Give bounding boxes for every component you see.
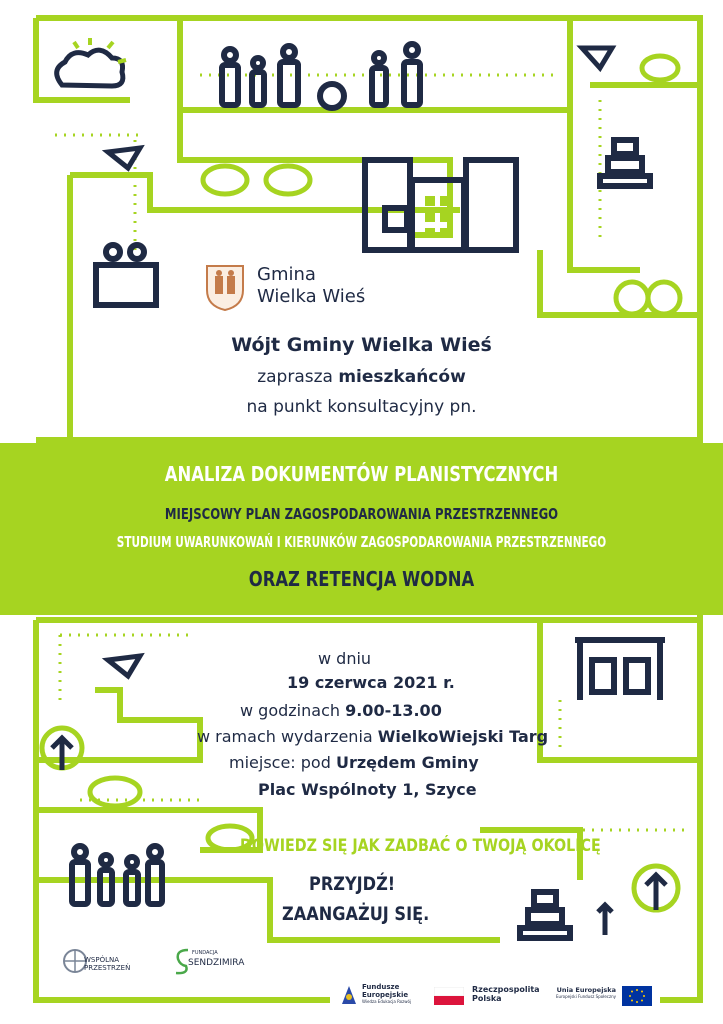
- fe-line2: Europejskie: [362, 991, 409, 999]
- event-place: Urzędem Gminy: [335, 753, 479, 772]
- cta-learn: DOWIEDZ SIĘ JAK ZADBAĆ O TWOJĄ OKOLICĘ: [240, 836, 601, 856]
- logo1-text: WSPÓLNA PRZESTRZEŃ: [84, 956, 131, 972]
- ue-line1: Unia Europejska: [556, 986, 616, 994]
- logo2-small-text: FUNDACJA: [192, 950, 218, 956]
- invitation-title: Wójt Gminy Wielka Wieś: [231, 334, 492, 356]
- event-line1: w dniu: [318, 649, 372, 668]
- invitation-line2-bold: mieszkańców: [338, 367, 466, 387]
- fe-line1: Fundusze: [362, 983, 400, 991]
- event-hours-prefix: w godzinach: [240, 701, 346, 720]
- eu-funds-icon: [340, 984, 358, 1006]
- logo-rzeczpospolita: [434, 984, 544, 1010]
- event-name-prefix: w ramach wydarzenia: [197, 727, 378, 746]
- polish-flag-icon: [434, 987, 464, 1005]
- coat-of-arms-icon: [203, 262, 247, 312]
- event-place-line: [229, 753, 479, 772]
- logo-sendzimir: [172, 944, 252, 980]
- invitation-line2-prefix: zaprasza: [257, 367, 339, 387]
- band-subtitle1: MIEJSCOWY PLAN ZAGOSPODAROWANIA PRZESTRZENNEGO: [164, 505, 559, 523]
- logo2-text: SENDZIMIRA: [188, 958, 245, 968]
- eu-flag-icon: [622, 986, 652, 1006]
- rp-line1: Rzeczpospolita: [472, 985, 540, 994]
- logo-wspolna-przestrzen: [62, 944, 162, 980]
- municipality-name-line1: Gmina: [257, 264, 316, 285]
- logo-unia-europejska: [540, 984, 660, 1010]
- logo-fundusze-europejskie: [340, 982, 430, 1012]
- ue-line2: Europejski Fundusz Społeczny: [556, 994, 616, 999]
- event-name: WielkoWiejski Targ: [377, 727, 549, 746]
- band-subtitle3: ORAZ RETENCJA WODNA: [248, 567, 475, 591]
- municipality-logo: [203, 262, 247, 312]
- rp-line2: Polska: [472, 994, 502, 1003]
- event-place-prefix: miejsce: pod: [229, 753, 336, 772]
- fe-line3: Wiedza Edukacja Rozwój: [362, 999, 412, 1004]
- cta-engage: ZAANGAŻUJ SIĘ.: [282, 903, 430, 925]
- event-hours: 9.00-13.00: [345, 701, 442, 720]
- event-name-line: [197, 727, 548, 746]
- band-subtitle2: STUDIUM UWARUNKOWAŃ I KIERUNKÓW ZAGOSPODAROWANIA PRZESTRZENNEGO: [116, 533, 607, 551]
- cta-come: PRZYJDŹ!: [309, 873, 396, 895]
- event-hours-line: [240, 701, 442, 720]
- event-date: 19 czerwca 2021 r.: [287, 673, 455, 692]
- municipality-name-line2: Wielka Wieś: [257, 286, 366, 307]
- band-title: ANALIZA DOKUMENTÓW PLANISTYCZNYCH: [164, 462, 559, 486]
- invitation-line3: na punkt konsultacyjny pn.: [246, 397, 477, 417]
- invitation-line2: [0, 365, 723, 389]
- event-address: Plac Wspólnoty 1, Szyce: [258, 780, 477, 799]
